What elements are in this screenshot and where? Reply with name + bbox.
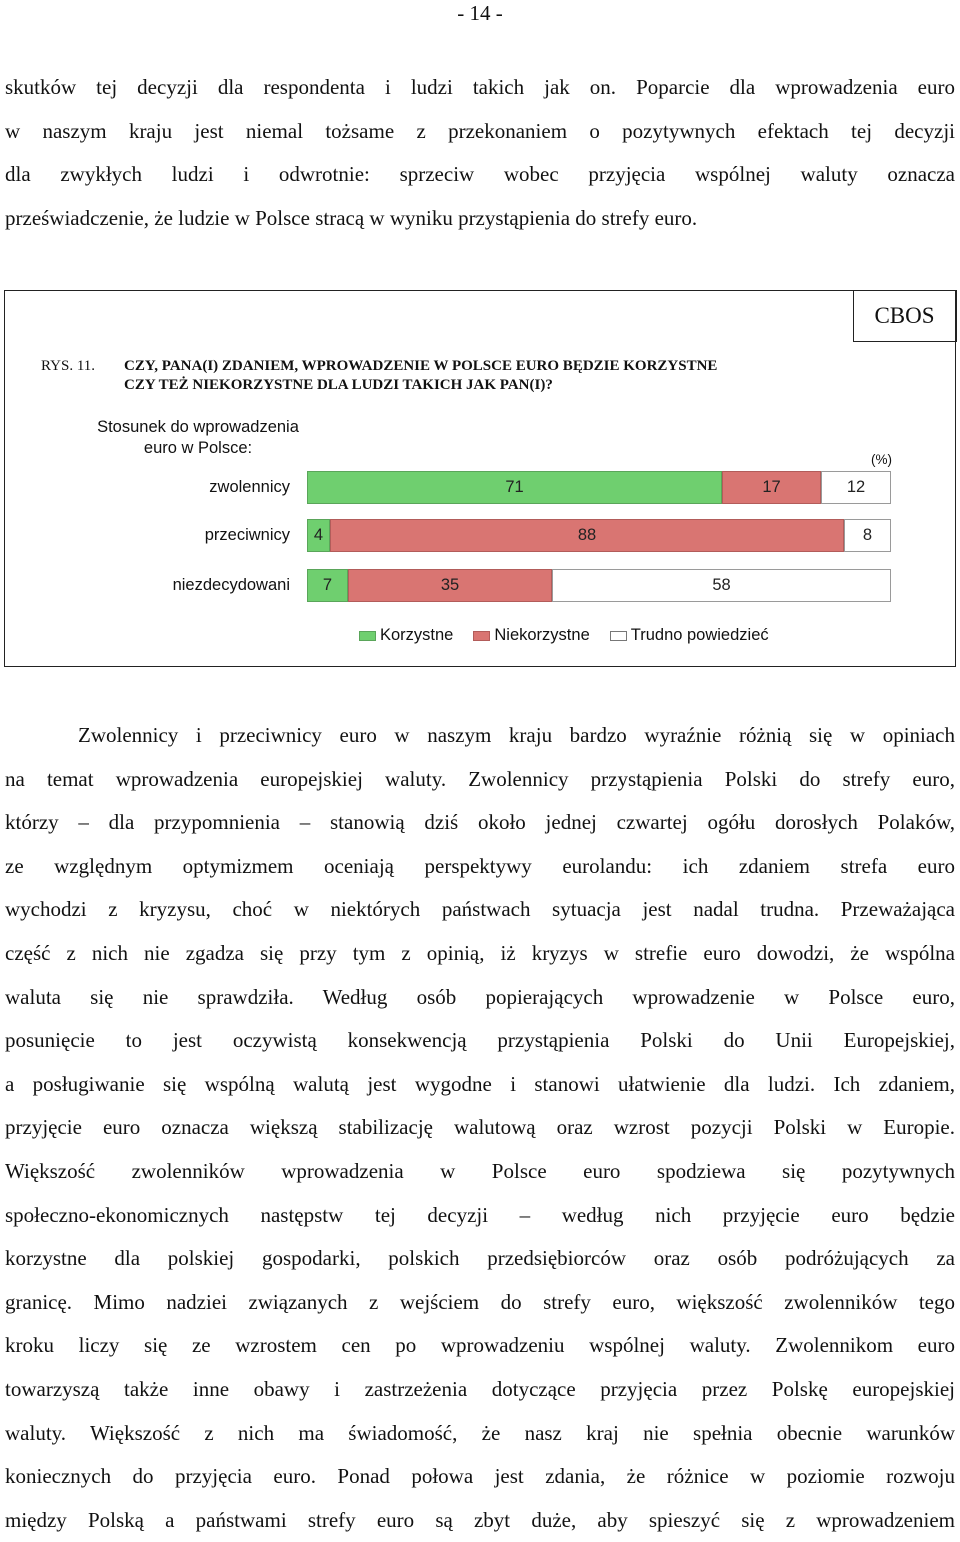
text-line: koniecznych do przyjęcia euro. Ponad połowa jest zdania, że różnice w poziomie rozwoju bbox=[5, 1464, 955, 1489]
data-label: 7 bbox=[322, 576, 333, 594]
legend-item bbox=[359, 626, 453, 645]
legend-label: Korzystne bbox=[380, 626, 454, 644]
text-line: między Polską a państwami strefy euro są zbyt duże, aby spieszyć się z wprowadzeniem bbox=[5, 1507, 955, 1532]
source-label: CBOS bbox=[853, 290, 957, 342]
text-line: waluty. Większość z nich ma świadomość, że nasz kraj nie spełnia obecnie warunków bbox=[5, 1420, 955, 1445]
category-label: niezdecydowani bbox=[172, 576, 290, 594]
text-line: ze względnym optymizmem oceniają perspektywy eurolandu: ich zdaniem strefa euro bbox=[5, 853, 955, 878]
text-line: w naszym kraju jest niemal tożsame z przekonaniem o pozytywnych efektach tej decyzji bbox=[5, 118, 955, 143]
text-line: społeczno-ekonomicznych następstw tej decyzji – według nich przyjęcie euro będzie bbox=[5, 1202, 955, 1227]
data-label: 35 bbox=[440, 576, 460, 594]
chart-subtitle bbox=[73, 417, 323, 459]
legend-swatch bbox=[610, 631, 627, 641]
figure-box bbox=[4, 290, 956, 667]
bar-segment bbox=[552, 569, 891, 602]
figure-number: RYS. 11. bbox=[41, 358, 96, 374]
text-line: waluta się nie sprawdziła. Według osób popierających wprowadzenie w Polsce euro, bbox=[5, 984, 955, 1009]
bar-segment bbox=[844, 519, 891, 552]
question-line: CZY TEŻ NIEKORZYSTNE DLA LUDZI TAKICH JAK PAN(I)? bbox=[124, 377, 553, 393]
bar-segment bbox=[722, 471, 821, 504]
bar-segment bbox=[307, 569, 348, 602]
text-line: posunięcie to jest oczywistą konsekwencją przystąpienia Polski do Unii Europejskiej, bbox=[5, 1028, 955, 1053]
text-line: Większość zwolenników wprowadzenia w Polsce euro spodziewa się pozytywnych bbox=[5, 1158, 955, 1183]
bar-segment bbox=[307, 471, 722, 504]
text-line: Zwolennicy i przeciwnicy euro w naszym kraju bardzo wyraźnie różnią się w opiniach bbox=[78, 723, 955, 747]
text-line: korzystne dla polskiej gospodarki, polskich przedsiębiorców oraz osób podróżujących za bbox=[5, 1246, 955, 1271]
subtitle-line: euro w Polsce: bbox=[143, 439, 253, 457]
data-label: 17 bbox=[762, 478, 781, 496]
text-line: granicę. Mimo nadziei związanych z wejściem do strefy euro, większość zwolenników tego bbox=[5, 1289, 955, 1314]
subtitle-line: Stosunek do wprowadzenia bbox=[97, 418, 299, 436]
legend-item bbox=[610, 626, 769, 645]
bar-segment bbox=[330, 519, 844, 552]
text-line: towarzyszą także inne obawy i zastrzeżenia dotyczące przyjęcia przez Polskę europejskiej bbox=[5, 1376, 955, 1401]
intro-paragraph bbox=[5, 66, 955, 240]
unit-label: (%) bbox=[871, 452, 892, 467]
legend-label: Niekorzystne bbox=[494, 626, 590, 644]
text-line: skutków tej decyzji dla respondenta i ludzi takich jak on. Poparcie dla wprowadzenia euro bbox=[5, 75, 955, 99]
legend-swatch bbox=[473, 631, 490, 641]
category-label: przeciwnicy bbox=[204, 526, 290, 544]
data-label: 58 bbox=[712, 576, 731, 594]
bar-segment bbox=[348, 569, 552, 602]
category-label: zwolennicy bbox=[209, 478, 290, 496]
page-number: - 14 - bbox=[457, 1, 503, 25]
text-line: którzy – dla przypomnienia – stanowią dziś około jednej czwartej ogółu dorosłych Polaków, bbox=[5, 810, 955, 835]
text-line: przyjęcie euro oznacza większą stabilizację walutową oraz wzrost pozycji Polski w Europie. bbox=[5, 1115, 955, 1140]
text-line: a posługiwanie się wspólną walutą jest wygodne i stanowi ułatwienie dla ludzi. Ich zdaniem, bbox=[5, 1071, 955, 1096]
text-line: przeświadczenie, że ludzie w Polsce stracą w wyniku przystąpienia do strefy euro. bbox=[5, 205, 698, 230]
question-line: CZY, PANA(I) ZDANIEM, WPROWADZENIE W POLSCE EURO BĘDZIE KORZYSTNE bbox=[124, 358, 718, 374]
data-label: 71 bbox=[505, 478, 524, 496]
chart-legend bbox=[359, 626, 789, 645]
legend-label: Trudno powiedzieć bbox=[630, 626, 769, 644]
data-label: 88 bbox=[577, 526, 597, 544]
data-label: 8 bbox=[862, 526, 873, 544]
data-label: 4 bbox=[313, 526, 324, 544]
legend-swatch bbox=[359, 631, 376, 641]
body-paragraph bbox=[5, 714, 955, 1542]
text-line: kroku liczy się ze wzrostem cen po wprowadzeniu wspólnej waluty. Zwolennikom euro bbox=[5, 1333, 955, 1358]
text-line: część z nich nie zgadza się przy tym z opinią, iż kryzys w strefie euro dowodzi, że wspólna bbox=[5, 940, 955, 965]
text-line: wychodzi z kryzysu, choć w niektórych państwach sytuacja jest nadal trudna. Przeważająca bbox=[5, 897, 955, 922]
figure-question bbox=[124, 357, 717, 395]
text-line: na temat wprowadzenia europejskiej waluty. Zwolennicy przystąpienia Polski do strefy euro, bbox=[5, 766, 955, 791]
data-label: 12 bbox=[846, 478, 866, 496]
legend-item bbox=[473, 626, 589, 645]
bar-segment bbox=[307, 519, 330, 552]
stacked-bar-chart bbox=[307, 471, 891, 601]
bar-segment bbox=[821, 471, 891, 504]
text-line: dla zwykłych ludzi i odwrotnie: sprzeciw wobec przyjęcia wspólnej waluty oznacza bbox=[5, 162, 955, 187]
